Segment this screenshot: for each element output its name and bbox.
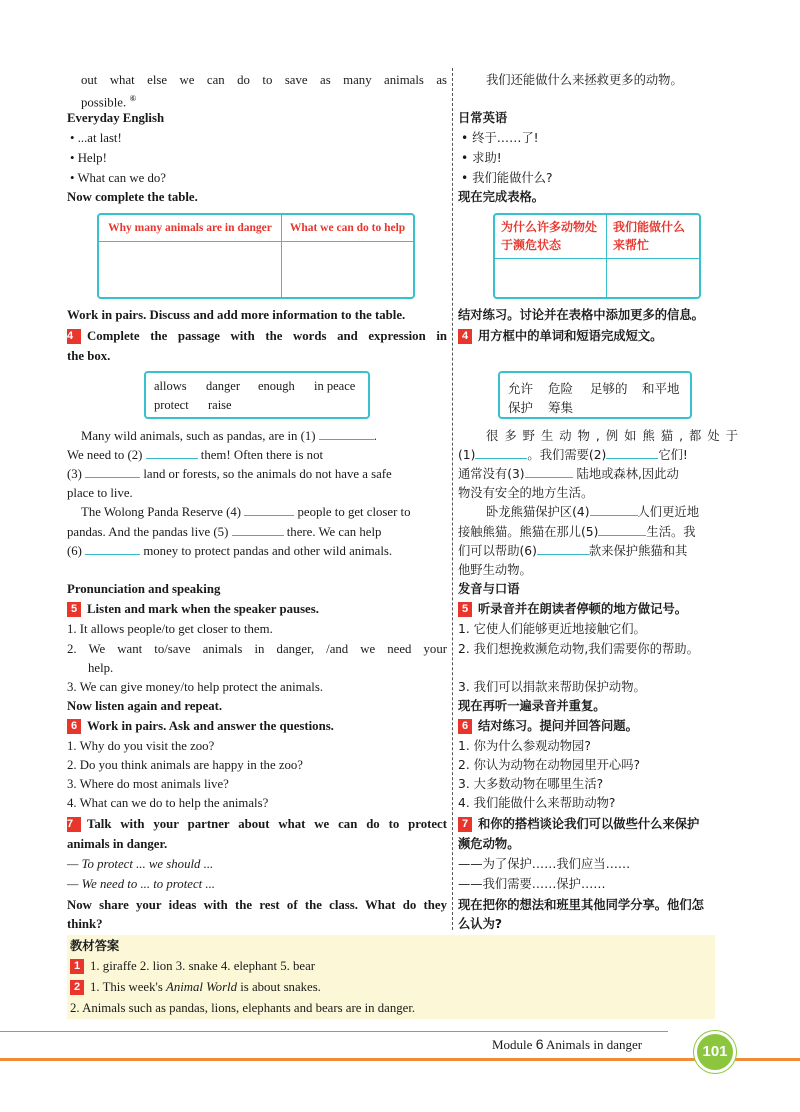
- passage-line-2: We need to (2) them! Often there is not: [67, 448, 324, 462]
- answer-key-box: [67, 935, 715, 1019]
- cn-passage-line-3: 通常没有(3) 陆地或森林,因此动: [458, 467, 679, 481]
- cn-sec7-title-line-2: 濒危动物。: [458, 837, 520, 851]
- sec7-title-line-2: animals in danger.: [67, 837, 168, 851]
- english-table: [97, 213, 415, 299]
- everyday-item: • ...at last!: [70, 131, 122, 145]
- cn-table-header-what: 我们能做什么来帮忙: [613, 220, 686, 252]
- chinese-table: [493, 213, 701, 299]
- complete-table-instruction: Now complete the table.: [67, 190, 198, 204]
- cn-sec5-item: 3. 我们可以捐款来帮助保护动物。: [458, 680, 646, 694]
- cn-section-4-number: 4: [458, 329, 472, 344]
- cn-share-line-2: 么认为?: [458, 917, 503, 931]
- cn-blank-4[interactable]: [590, 503, 638, 516]
- cn-intro: 我们还能做什么来拯救更多的动物。: [486, 73, 683, 87]
- passage-line-4: place to live.: [67, 486, 133, 500]
- cn-section-5-number: 5: [458, 602, 472, 617]
- cn-passage-line-8: 他野生动物。: [458, 563, 532, 577]
- word-danger: danger: [206, 379, 241, 393]
- sec6-item: 4. What can we do to help the animals?: [67, 796, 269, 810]
- page-number-badge: 101: [694, 1031, 736, 1073]
- cn-sec6-item: 1. 你为什么参观动物园?: [458, 739, 591, 753]
- cn-word-protect: 保护: [508, 400, 534, 415]
- sec5-item: 3. We can give money/to help protect the animals.: [67, 680, 324, 694]
- cn-word-raise: 筹集: [548, 400, 574, 415]
- cn-everyday-item: • 求助!: [461, 151, 502, 165]
- blank-1[interactable]: [319, 427, 374, 440]
- word-raise: raise: [208, 398, 232, 412]
- word-protect: protect: [154, 398, 189, 412]
- footnote-mark: ⑥: [129, 94, 137, 103]
- english-word-box: [144, 371, 370, 419]
- sec4-title-line-2: the box.: [67, 349, 111, 363]
- cn-passage-line-7: 们可以帮助(6) 款来保护熊猫和其: [458, 544, 688, 558]
- word-enough: enough: [258, 379, 295, 393]
- passage-line-3: (3) land or forests, so the animals do not have a safe: [67, 467, 392, 481]
- blank-3[interactable]: [85, 465, 140, 478]
- pronunciation-heading: Pronunciation and speaking: [67, 582, 221, 596]
- cn-complete-table: 现在完成表格。: [458, 190, 545, 204]
- cn-sec6-title: 6 结对练习。提问并回答问题。: [458, 717, 638, 735]
- cn-word-enough: 足够的: [590, 381, 628, 396]
- word-allows: allows: [154, 379, 187, 393]
- sec5-item: 1. It allows people/to get closer to them.: [67, 622, 273, 636]
- footer-bar: [0, 1058, 800, 1061]
- cn-blank-6[interactable]: [537, 542, 589, 555]
- passage-line-1: Many wild animals, such as pandas, are in (1) .: [81, 429, 377, 443]
- answer-key-heading: 教材答案: [70, 939, 120, 953]
- passage-line-6: pandas. And the pandas live (5) there. We can help: [67, 525, 382, 539]
- footer-rule: [0, 1031, 668, 1032]
- sec5-item: 2. We want to/save animals in danger, /and we need your: [67, 642, 447, 656]
- sec6-item: 3. Where do most animals live?: [67, 777, 229, 791]
- passage-line-5: The Wolong Panda Reserve (4) people to get closer to: [81, 505, 411, 519]
- share-line-2: think?: [67, 917, 103, 931]
- sec5-item-cont: help.: [88, 661, 114, 675]
- cn-section-6-number: 6: [458, 719, 472, 734]
- cn-sec6-item: 3. 大多数动物在哪里生活?: [458, 777, 604, 791]
- sec7-title-line-1: 7 Talk with your partner about what we can do to protect: [67, 817, 447, 831]
- answer-line-2: 2 1. This week's Animal World is about snakes.: [70, 978, 321, 996]
- listen-repeat-instruction: Now listen again and repeat.: [67, 699, 223, 713]
- blank-4[interactable]: [244, 503, 294, 516]
- section-5-number: 5: [67, 602, 81, 617]
- cn-listen-repeat: 现在再听一遍录音并重复。: [458, 699, 606, 713]
- answer-line-1: 1 1. giraffe 2. lion 3. snake 4. elephant 5. bear: [70, 957, 315, 975]
- cn-sec4-title: 4 用方框中的单词和短语完成短文。: [458, 327, 662, 345]
- pairs-discuss-instruction: Work in pairs. Discuss and add more information to the table.: [67, 308, 406, 322]
- cn-word-allow: 允许: [508, 381, 534, 396]
- everyday-item: • Help!: [70, 151, 107, 165]
- cn-word-in-peace: 和平地: [642, 381, 680, 396]
- cn-everyday-item: • 终于……了!: [461, 131, 539, 145]
- sec6-title: 6 Work in pairs. Ask and answer the questions.: [67, 717, 334, 735]
- cn-blank-2[interactable]: [606, 446, 658, 459]
- passage-line-7: (6) money to protect pandas and other wild animals.: [67, 544, 393, 558]
- sec7-model-line: — To protect ... we should ...: [67, 857, 214, 871]
- cn-sec6-item: 2. 你认为动物在动物园里开心吗?: [458, 758, 641, 772]
- intro-line-2: possible. ⑥: [81, 94, 137, 110]
- cn-sec6-item: 4. 我们能做什么来帮助动物?: [458, 796, 616, 810]
- sec4-title-line-1: 4 Complete the passage with the words and expression in: [67, 329, 447, 343]
- cn-sec5-item: 2. 我们想挽救濒危动物,我们需要你的帮助。: [458, 642, 699, 656]
- cn-share-line-1: 现在把你的想法和班里其他同学分享。他们怎: [458, 898, 704, 912]
- cn-blank-5[interactable]: [598, 523, 646, 536]
- chinese-word-box: [498, 371, 692, 419]
- cn-everyday-item: • 我们能做什么?: [461, 171, 553, 185]
- cn-passage-line-4: 物没有安全的地方生活。: [458, 486, 594, 500]
- blank-5[interactable]: [232, 523, 284, 536]
- cn-sec7-model-line: ——为了保护……我们应当……: [458, 857, 631, 871]
- cn-table-header-why: 为什么许多动物处于濒危状态: [501, 220, 598, 252]
- cn-blank-1[interactable]: [475, 446, 527, 459]
- sec7-model-line: — We need to ... to protect ...: [67, 877, 215, 891]
- cn-sec5-item: 1. 它使人们能够更近地接触它们。: [458, 622, 646, 636]
- blank-2[interactable]: [146, 446, 198, 459]
- section-7-number: 7: [67, 817, 81, 832]
- column-divider: [452, 68, 453, 930]
- cn-pairs-discuss: 结对练习。讨论并在表格中添加更多的信息。: [458, 308, 704, 322]
- footer-module-title: Module 6 Animals in danger: [492, 1036, 643, 1052]
- everyday-heading: Everyday English: [67, 111, 165, 125]
- cn-sec7-title-line-1: 7 和你的搭档谈论我们可以做些什么来保护: [458, 815, 699, 833]
- cn-sec5-title: 5 听录音并在朗读者停顿的地方做记号。: [458, 600, 687, 618]
- share-line-1: Now share your ideas with the rest of the class. What do they: [67, 898, 447, 912]
- section-4-number: 4: [67, 329, 81, 344]
- cn-everyday-heading: 日常英语: [458, 111, 508, 125]
- cn-passage-line-6: 接触熊猫。熊猫在那儿(5) 生活。我: [458, 525, 696, 539]
- everyday-item: • What can we do?: [70, 171, 166, 185]
- cn-sec7-model-line: ——我们需要……保护……: [458, 877, 606, 891]
- word-in-peace: in peace: [314, 379, 356, 393]
- cn-passage-line-1: 很多野生动物,例如熊猫,都处于: [486, 429, 738, 443]
- answer-line-3: 2. Animals such as pandas, lions, elephants and bears are in danger.: [70, 1001, 416, 1015]
- answer-number-1: 1: [70, 959, 84, 974]
- answer-number-2: 2: [70, 980, 84, 995]
- sec6-item: 1. Why do you visit the zoo?: [67, 739, 215, 753]
- cn-passage-line-5: 卧龙熊猫保护区(4) 人们更近地: [486, 505, 699, 519]
- section-6-number: 6: [67, 719, 81, 734]
- cn-passage-line-2: (1) 。我们需要(2) 它们!: [458, 448, 688, 462]
- cn-section-7-number: 7: [458, 817, 472, 832]
- blank-6[interactable]: [85, 542, 140, 555]
- cn-word-danger: 危险: [548, 381, 574, 396]
- table-header-why: Why many animals are in danger: [108, 222, 272, 234]
- sec5-title: 5 Listen and mark when the speaker pauses.: [67, 600, 319, 618]
- cn-pronunciation-heading: 发音与口语: [458, 582, 520, 596]
- intro-line-1: out what else we can do to save as many animals as: [81, 73, 447, 87]
- table-header-what: What we can do to help: [289, 222, 406, 234]
- sec6-item: 2. Do you think animals are happy in the zoo?: [67, 758, 303, 772]
- cn-blank-3[interactable]: [525, 465, 573, 478]
